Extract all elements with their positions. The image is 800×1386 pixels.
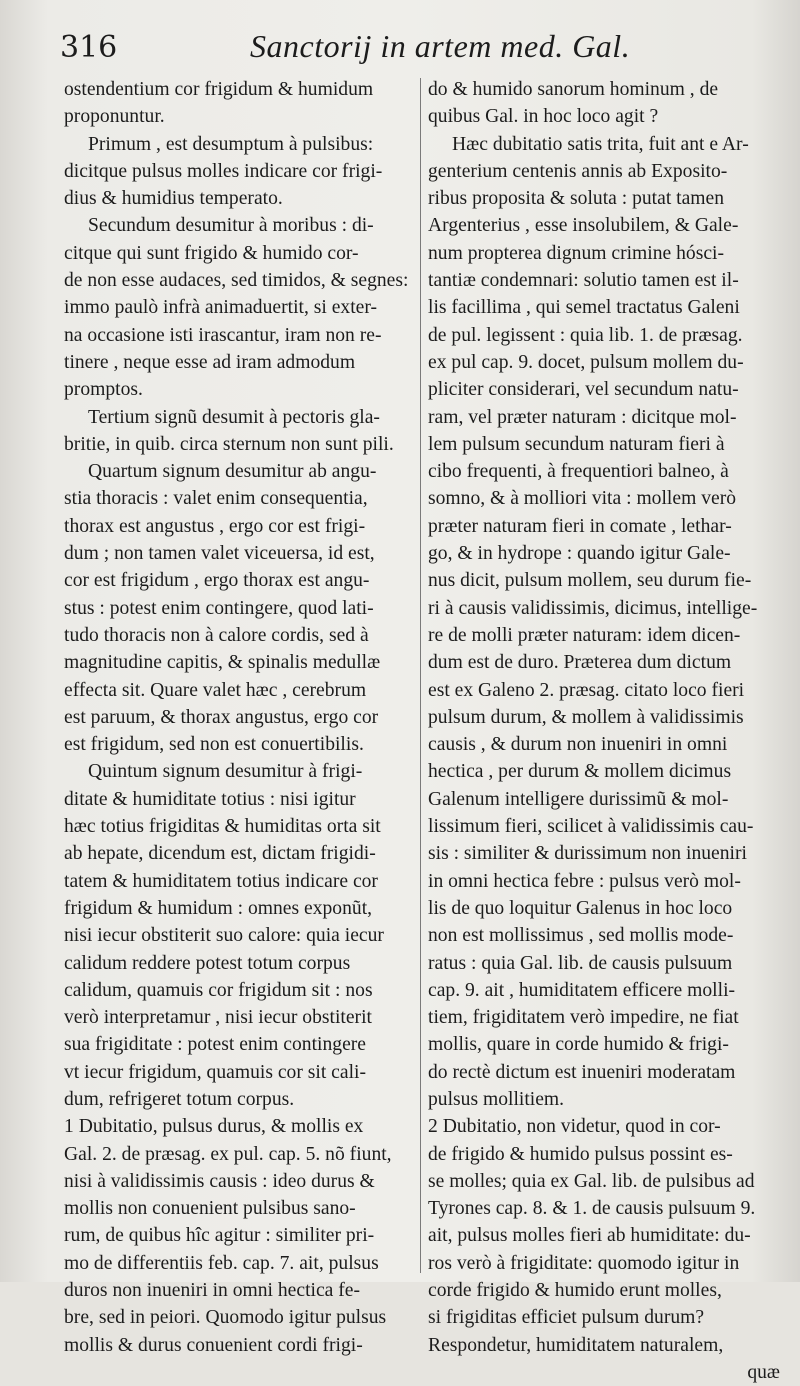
text-line: est ex Galeno 2. præsag. citato loco fieri [428, 679, 745, 701]
text-line: verò interpretamur , nisi iecur obstiterit [64, 1007, 372, 1029]
text-line: lis de quo loquitur Galenus in hoc loco [428, 897, 733, 919]
text-line: de frigido & humido pulsus possint es- [428, 1143, 733, 1165]
text-line: ri à causis validissimis, dicimus, intellige- [428, 597, 758, 619]
text-line: dius & humidius temperato. [64, 188, 283, 210]
text-line: est paruum, & thorax angustus, ergo cor [64, 706, 379, 728]
left-column [64, 76, 416, 1359]
text-line: vt iecur frigidum, quamuis cor sit cali- [64, 1061, 366, 1083]
text-line: quibus Gal. in hoc loco agit ? [428, 106, 659, 128]
text-line: mollis non conuenient pulsibus sano- [64, 1198, 356, 1220]
text-line: 1 Dubitatio, pulsus durus, & mollis ex [64, 1116, 364, 1138]
text-line: nus dicit, pulsum mollem, seu durum fie- [428, 570, 752, 592]
text-line: calidum, quamuis cor frigidum sit : nos [64, 979, 373, 1001]
text-line: Tertium signũ desumit à pectoris gla- [88, 406, 380, 428]
text-line: ribus proposita & soluta : putat tamen [428, 188, 725, 210]
text-line: tantiæ condemnari: solutio tamen est il- [428, 270, 739, 292]
text-line: mo de differentiis feb. cap. 7. ait, pulsus [64, 1252, 379, 1274]
text-line: lis facillima , qui semel tractatus Galeni [428, 297, 740, 319]
text-line: Argenterius , esse insolubilem, & Gale- [428, 215, 739, 237]
text-line: nisi à validissimis causis : ideo durus & [64, 1170, 375, 1192]
text-line: proponuntur. [64, 106, 165, 128]
text-line: causis , & durum non inueniri in omni [428, 734, 728, 756]
text-line: dum ; non tamen valet viceuersa, id est, [64, 543, 375, 565]
right-column [428, 76, 784, 1386]
text-line: Hæc dubitatio satis trita, fuit ant e Ar- [452, 133, 749, 155]
text-line: hæc totius frigiditas & humiditas orta sit [64, 816, 381, 838]
text-line: Secundum desumitur à moribus : di- [88, 215, 374, 237]
text-line: tiem, frigiditatem verò impedire, ne fiat [428, 1007, 739, 1029]
text-line: effecta sit. Quare valet hæc , cerebrum [64, 679, 367, 701]
text-line: nisi iecur obstiterit suo calore: quia iecur [64, 925, 384, 947]
text-line: dum est de duro. Præterea dum dictum [428, 652, 732, 674]
text-line: pulsus mollitiem. [428, 1088, 565, 1110]
text-line: rum, de quibus hîc agitur : similiter pri- [64, 1225, 375, 1247]
text-line: go, & in hydrope : quando igitur Gale- [428, 543, 731, 565]
text-line: dicitque pulsus molles indicare cor frigi- [64, 160, 383, 182]
text-line: ram, vel præter naturam : dicitque mol- [428, 406, 737, 428]
column-divider [420, 78, 421, 1273]
text-line: Quintum signum desumitur à frigi- [88, 761, 363, 783]
text-line: re de molli præter naturam: idem dicen- [428, 624, 741, 646]
text-line: tudo thoracis non à calore cordis, sed à [64, 624, 369, 646]
text-line: ditate & humiditate totius : nisi igitur [64, 788, 356, 810]
text-line: in omni hectica febre : pulsus verò mol- [428, 870, 741, 892]
text-line: na occasione isti irascantur, iram non re- [64, 324, 382, 346]
text-line: si frigiditas efficiet pulsum durum? [428, 1307, 705, 1329]
text-line: Primum , est desumptum à pulsibus: [88, 133, 374, 155]
text-line: sis : similiter & durissimum non inueniri [428, 843, 747, 865]
text-line: somno, & à molliori vita : mollem verò [428, 488, 737, 510]
text-line: de non esse audaces, sed timidos, & segnes: [64, 270, 409, 292]
text-line: britie, in quib. circa sternum non sunt pili. [64, 433, 394, 455]
text-line: pulsum durum, & mollem à validissimis [428, 706, 744, 728]
text-line: quæ [747, 1361, 780, 1383]
text-line: ratus : quia Gal. lib. de causis pulsuum [428, 952, 733, 974]
text-line: lem pulsum secundum naturam fieri à [428, 433, 725, 455]
text-line: cor est frigidum , ergo thorax est angu- [64, 570, 370, 592]
text-line: ex pul cap. 9. docet, pulsum mollem du- [428, 351, 744, 373]
text-line: 2 Dubitatio, non videtur, quod in cor- [428, 1116, 721, 1138]
text-line: num propterea dignum crimine hósci- [428, 242, 725, 264]
text-line: hectica , per durum & mollem dicimus [428, 761, 732, 783]
text-line: stia thoracis : valet enim consequentia, [64, 488, 368, 510]
text-line: sua frigiditate : potest enim contingere [64, 1034, 366, 1056]
text-line: cap. 9. ait , humiditatem efficere molli- [428, 979, 736, 1001]
text-line: mollis & durus conuenient cordi frigi- [64, 1334, 363, 1356]
text-line: frigidum & humidum : omnes exponũt, [64, 897, 373, 919]
text-line: præter naturam fieri in comate , lethar- [428, 515, 732, 537]
text-line: ros verò à frigiditate: quomodo igitur in [428, 1252, 740, 1274]
text-line: lissimum fieri, scilicet à validissimis cau- [428, 816, 754, 838]
text-line: Quartum signum desumitur ab angu- [88, 461, 377, 483]
page-number: 316 [60, 30, 118, 65]
text-line: de pul. legissent : quia lib. 1. de præsag. [428, 324, 743, 346]
text-line: se molles; quia ex Gal. lib. de pulsibus ad [428, 1170, 755, 1192]
text-line: ait, pulsus molles fieri ab humiditate: du- [428, 1225, 751, 1247]
text-line: immo paulò infrà animaduertit, si exter- [64, 297, 378, 319]
text-line: est frigidum, sed non est conuertibilis. [64, 734, 364, 756]
text-line: citque qui sunt frigido & humido cor- [64, 242, 359, 264]
running-title: Sanctorij in artem med. Gal. [250, 28, 631, 64]
text-line: duros non inueniri in omni hectica fe- [64, 1280, 361, 1302]
text-line: bre, sed in peiori. Quomodo igitur pulsus [64, 1307, 387, 1329]
text-line: Respondetur, humiditatem naturalem, [428, 1334, 724, 1356]
text-line: tinere , neque esse ad iram admodum [64, 351, 356, 373]
text-line: mollis, quare in corde humido & frigi- [428, 1034, 729, 1056]
text-line: magnitudine capitis, & spinalis medullæ [64, 652, 381, 674]
text-line: non est mollissimus , sed mollis mode- [428, 925, 734, 947]
text-line: do rectè dictum est inueniri moderatam [428, 1061, 736, 1083]
text-line: ostendentium cor frigidum & humidum [64, 79, 374, 100]
text-line: promptos. [64, 379, 143, 401]
text-line: tatem & humiditatem totius indicare cor [64, 870, 378, 892]
text-line: Galenum intelligere durissimũ & mol- [428, 788, 729, 810]
text-line: cibo frequenti, à frequentiori balneo, à [428, 461, 729, 483]
text-line: Tyrones cap. 8. & 1. de causis pulsuum 9. [428, 1198, 756, 1220]
text-line: corde frigido & humido erunt molles, [428, 1280, 722, 1302]
text-line: pliciter considerari, vel secundum natu- [428, 379, 739, 401]
text-line: calidum reddere potest totum corpus [64, 952, 351, 974]
text-line: ab hepate, dicendum est, dictam frigidi- [64, 843, 376, 865]
text-line: do & humido sanorum hominum , de [428, 79, 719, 100]
text-line: dum, refrigeret totum corpus. [64, 1088, 295, 1110]
text-line: thorax est angustus , ergo cor est frigi- [64, 515, 366, 537]
text-line: stus : potest enim contingere, quod lati- [64, 597, 374, 619]
text-line: Gal. 2. de præsag. ex pul. cap. 5. nõ fiunt, [64, 1143, 392, 1165]
text-line: genterium centenis annis ab Exposito- [428, 160, 728, 182]
page-header [60, 22, 780, 72]
